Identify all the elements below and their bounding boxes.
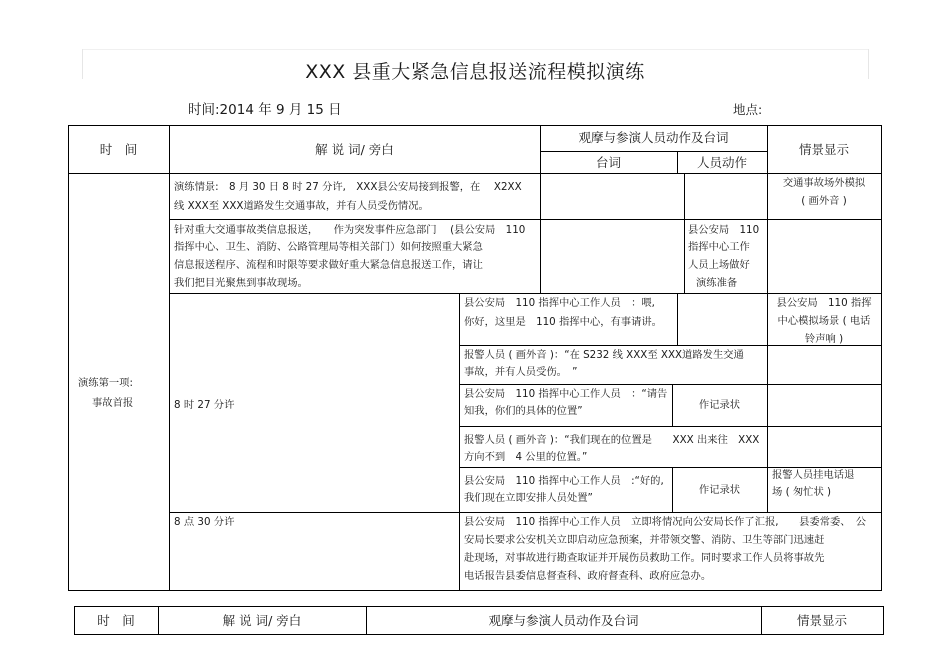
lines-line: 你好，这里是 110 指挥中心，有事请讲。 [464,316,662,328]
person-action-cell: 作记录状 [698,399,741,411]
lines-line: 县公安局 110 指挥中心工作人员 ：“请告 [464,388,668,400]
person-action-line: 指挥中心工作 [688,241,750,253]
drill-place: 地点: [733,102,763,117]
lines-line: 报警人员 ( 画外音 )：“在 S232 线 XXX至 XXX道路发生交通 [464,349,744,361]
lines-line: 县公安局 110 指挥中心工作人员 :“好的, [464,475,664,487]
narration-line: 我们把目光聚焦到事故现场。 [174,277,308,289]
scene-line: 交通事故场外模拟 [782,177,866,189]
scene-line: 报警人员挂电话退 [772,469,855,481]
lines-line: 电话报告县委信息督查科、政府督查科、政府应急办。 [464,570,712,582]
header-narration: 解 说 词/ 旁白 [315,142,394,157]
footer-header-scene: 情景显示 [796,613,847,628]
scene-line: 铃声响 ) [804,333,844,345]
drill-date: 时间:2014 年 9 月 15 日 [188,102,342,118]
lines-line: 我们现在立即安排人员处置” [464,492,593,504]
narration-line: 指挥中心、卫生、消防、公路管理局等相关部门）如何按照重大紧急 [174,241,483,253]
lines-line: 事故，并有人员受伤。 ” [464,366,578,378]
header-actions: 观摩与参演人员动作及台词 [578,130,729,145]
lines-line: 报警人员 ( 画外音 )：“我们现在的位置是 XXX 出来往 XXX [464,434,760,446]
scene-line: ( 画外音 ) [801,195,847,207]
lines-line: 赴现场，对事故进行勘查取证并开展伤员救助工作。同时要求工作人员将事故先 [464,552,825,564]
section-label: 演练第一项: [78,377,133,389]
footer-header-actions: 观摩与参演人员动作及台词 [488,613,639,628]
footer-header-time: 时 间 [97,613,135,628]
scene-line: 县公安局 110 指挥 [776,297,872,309]
footer-header-narration: 解 说 词/ 旁白 [222,613,302,628]
section-label: 事故首报 [92,397,134,409]
lines-line: 知我，你们的具体的位置” [464,405,583,417]
person-action-line: 人员上场做好 [688,259,750,271]
person-action-cell: 作记录状 [698,484,741,496]
time-cell: 8 时 27 分许 [174,399,235,411]
narration-line: 针对重大交通事故类信息报送， 作为突发事件应急部门 (县公安局 110 [174,224,526,236]
scene-line: 中心模拟场景 ( 电话 [777,315,871,327]
lines-line: 县公安局 110 指挥中心工作人员 ：喂, [464,297,655,309]
narration-line: 演练情景: 8 月 30 日 8 时 27 分许, XXX县公安局接到报警，在 X2XX [174,181,522,193]
header-scene: 情景显示 [798,142,849,157]
person-action-line: 演练准备 [696,277,738,289]
lines-line: 方向不到 4 公里的位置。” [464,451,588,463]
lines-line: 县公安局 110 指挥中心工作人员 立即将情况向公安局长作了汇报, 县委常委、 公 [464,516,867,528]
header-person-action: 人员动作 [696,155,747,170]
narration-line: 信息报送程序、流程和时限等要求做好重大紧急信息报送工作，请让 [174,259,483,271]
header-lines: 台词 [595,155,621,170]
lines-line: 安局长要求公安机关立即启动应急预案，并带领交警、消防、卫生等部门迅速赶 [464,534,825,546]
narration-line: 线 XXX至 XXX道路发生交通事故，并有人员受伤情况。 [174,200,429,212]
person-action-line: 县公安局 110 [688,224,760,236]
header-time: 时 间 [99,142,138,157]
time-cell: 8 点 30 分许 [174,516,235,528]
document-title: XXX 县重大紧急信息报送流程模拟演练 [305,61,645,83]
scene-line: 场 ( 匆忙状 ) [772,486,832,498]
